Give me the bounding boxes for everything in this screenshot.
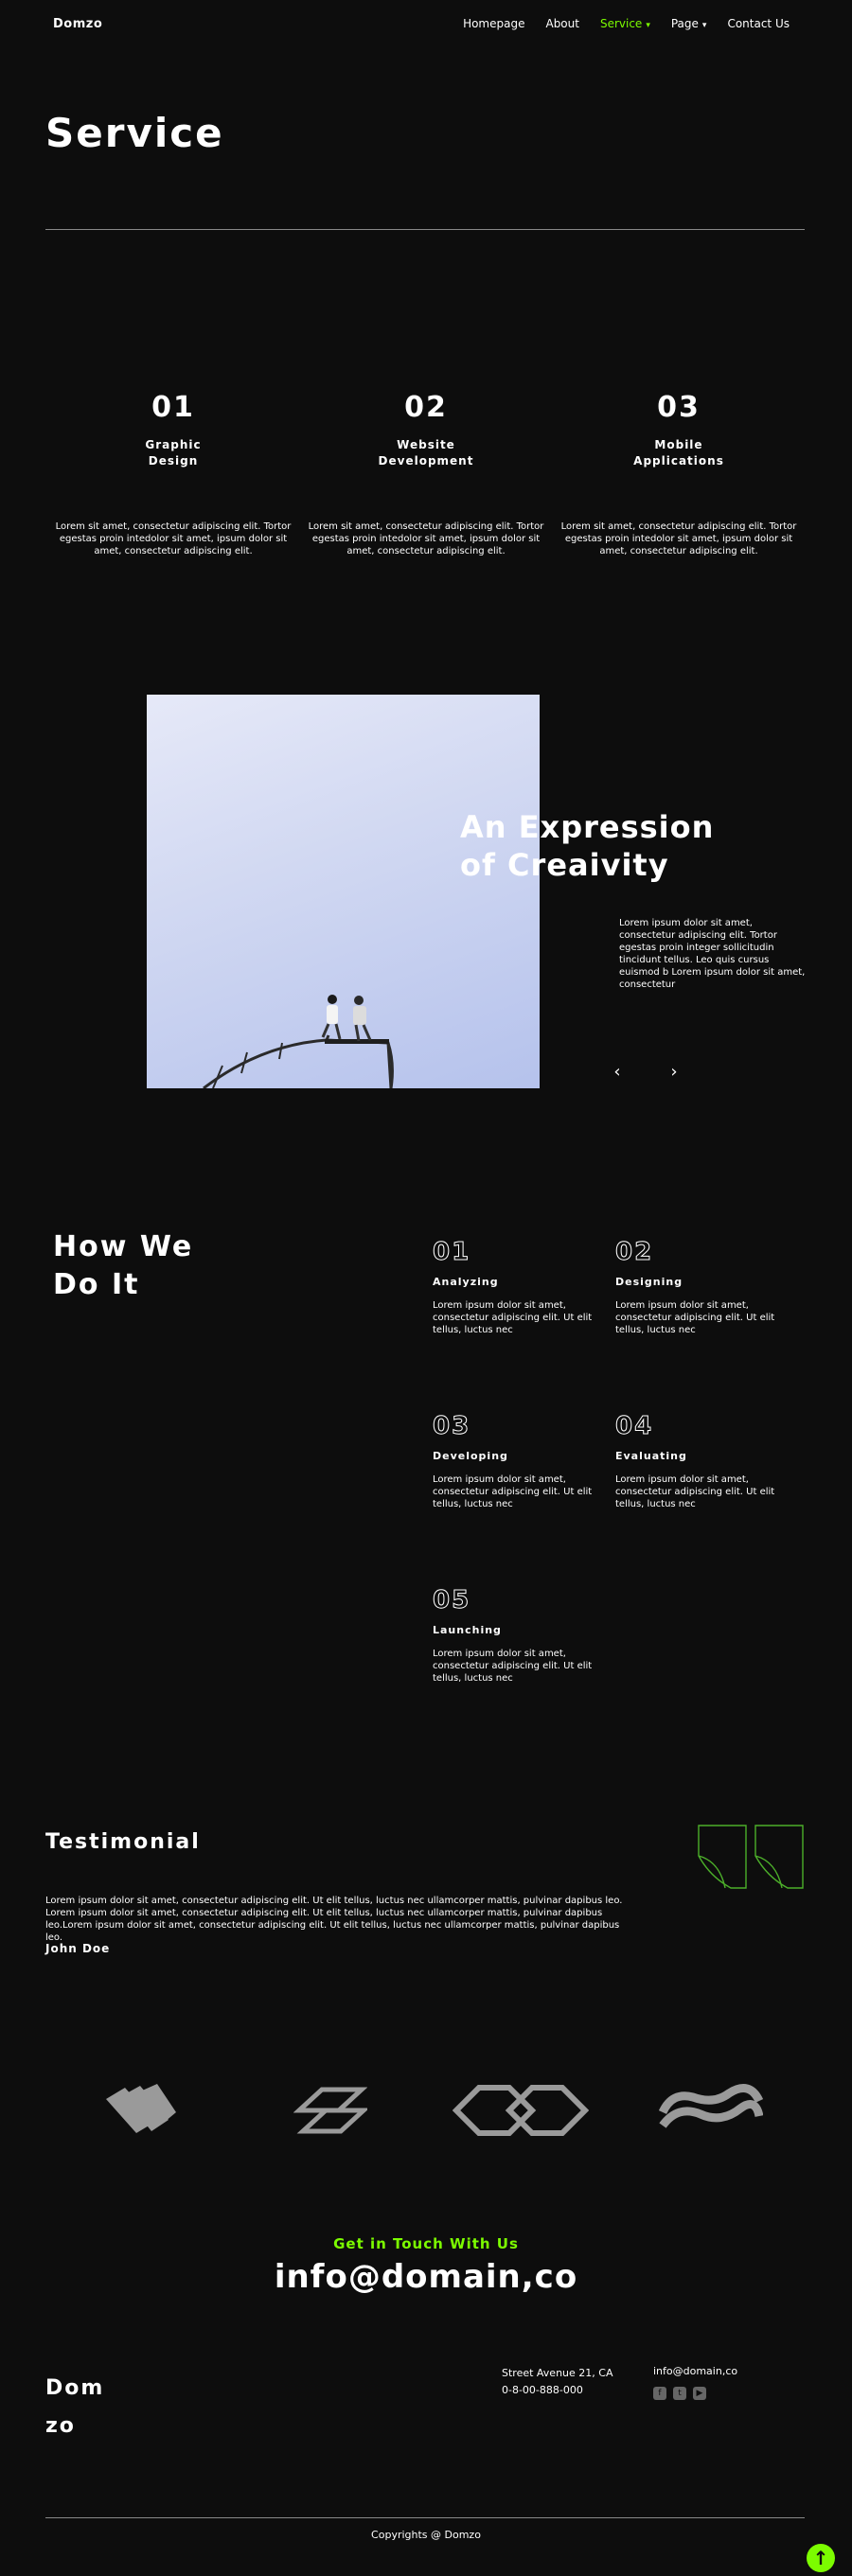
site-logo[interactable]: Domzo [53, 17, 103, 31]
arrow-up-icon: ↑ [812, 2547, 829, 2569]
service-description: Lorem sit amet, consectetur adipiscing elit. Tortor egestas proin intedolor sit amet, ipsum dolor sit amet, consectetur adipiscing elit. [55, 521, 292, 556]
nav-homepage[interactable]: Homepage [463, 17, 525, 30]
step-title: Designing [615, 1276, 683, 1288]
step-number: 04 [615, 1412, 654, 1440]
chevron-left-icon[interactable]: ‹ [613, 1062, 621, 1082]
service-card [55, 391, 292, 557]
chevron-right-icon[interactable]: › [670, 1062, 678, 1082]
service-title-line: Development [378, 454, 474, 468]
partner-logo [659, 2084, 763, 2137]
feature-photo [147, 695, 540, 1088]
testimonial-text: Lorem ipsum dolor sit amet, consectetur adipiscing elit. Ut elit tellus, luctus nec ullamcorper mattis, pulvinar dapibus leo. Lorem ipsum dolor sit amet, consectetur adipiscing elit. Ut elit tellus, luctus nec ullamcorper mattis, pulvinar dapibus leo.Lorem ipsum dolor sit amet, consectetur adipiscing elit. Ut elit tellus, luctus nec ullamcorper mattis, pulvinar dapibus leo. [45, 1896, 623, 1943]
service-card [308, 391, 544, 557]
process-step [433, 1586, 612, 1685]
process-step [433, 1412, 612, 1510]
contact-label: Get in Touch With Us [333, 2235, 519, 2252]
service-number: 03 [657, 391, 701, 424]
address-text: Street Avenue 21, CA [502, 2367, 613, 2379]
footer-logo-line: Dom [45, 2376, 105, 2400]
twitter-icon[interactable]: t [673, 2387, 686, 2400]
feature-title-line: An Expression [460, 809, 715, 845]
back-to-top-button[interactable] [807, 2544, 835, 2572]
footer-email-link[interactable]: info@domain,co [653, 2365, 738, 2377]
main-nav [463, 17, 790, 30]
service-title [308, 437, 544, 469]
divider [45, 2517, 805, 2518]
nav-service-label: Service [599, 17, 643, 30]
process-step [615, 1412, 795, 1510]
people-on-railing-illustration [147, 695, 540, 1088]
step-description: Lorem ipsum dolor sit amet, consectetur adipiscing elit. Ut elit tellus, luctus nec [433, 1474, 593, 1509]
service-description: Lorem sit amet, consectetur adipiscing elit. Tortor egestas proin intedolor sit amet, ipsum dolor sit amet, consectetur adipiscing elit. [560, 521, 797, 556]
page-title: Service [45, 110, 224, 156]
copyright: Copyrights @ Domzo [371, 2529, 481, 2541]
testimonial-title: Testimonial [45, 1830, 201, 1854]
process-step [433, 1238, 612, 1336]
step-number: 02 [615, 1238, 654, 1266]
nav-about[interactable]: About [545, 17, 579, 30]
chevron-down-icon: ▾ [701, 21, 707, 30]
step-title: Launching [433, 1624, 502, 1636]
social-links [653, 2387, 706, 2400]
step-number: 03 [433, 1412, 471, 1440]
step-description: Lorem ipsum dolor sit amet, consectetur adipiscing elit. Ut elit tellus, luctus nec [433, 1649, 593, 1684]
feature-title [460, 808, 714, 884]
footer-logo[interactable] [45, 2370, 104, 2445]
how-title-line: Do It [53, 1268, 140, 1301]
footer-address [502, 2365, 612, 2399]
testimonial-author: John Doe [45, 1942, 111, 1955]
partner-logo [102, 2084, 180, 2137]
nav-page[interactable] [671, 17, 707, 30]
service-title-line: Website [397, 438, 455, 451]
step-description: Lorem ipsum dolor sit amet, consectetur adipiscing elit. Ut elit tellus, luctus nec [615, 1474, 775, 1509]
step-title: Analyzing [433, 1276, 499, 1288]
how-we-do-it-title [53, 1228, 193, 1304]
feature-title-line: of Creaivity [460, 847, 669, 883]
phone-text: 0-8-00-888-000 [502, 2384, 583, 2396]
how-title-line: How We [53, 1230, 194, 1263]
nav-page-label: Page [670, 17, 699, 30]
quote-icon [697, 1824, 807, 1890]
service-title-line: Applications [633, 454, 724, 468]
process-step [615, 1238, 795, 1336]
chevron-down-icon: ▾ [646, 21, 650, 30]
nav-service[interactable] [600, 17, 650, 30]
partner-logo [293, 2086, 367, 2135]
feature-description: Lorem ipsum dolor sit amet, consectetur adipiscing elit. Tortor egestas proin integer sollicitudin tincidunt tellus. Leo quis cursus euismod b Lorem ipsum dolor sit amet, consectetur [619, 918, 806, 990]
service-title-line: Design [148, 454, 199, 468]
youtube-icon[interactable]: ▶ [693, 2387, 706, 2400]
divider [45, 229, 805, 230]
service-title [560, 437, 797, 469]
service-number: 02 [404, 391, 448, 424]
step-description: Lorem ipsum dolor sit amet, consectetur adipiscing elit. Ut elit tellus, luctus nec [615, 1300, 775, 1335]
contact-email-link[interactable]: info@domain,co [274, 2258, 578, 2296]
step-number: 01 [433, 1238, 471, 1266]
footer-logo-line: zo [45, 2414, 76, 2438]
partner-logo [453, 2082, 589, 2139]
step-description: Lorem ipsum dolor sit amet, consectetur adipiscing elit. Ut elit tellus, luctus nec [433, 1300, 593, 1335]
facebook-icon[interactable]: f [653, 2387, 666, 2400]
service-title [55, 437, 292, 469]
nav-contact-us[interactable]: Contact Us [727, 17, 790, 30]
service-title-line: Graphic [145, 438, 202, 451]
service-description: Lorem sit amet, consectetur adipiscing elit. Tortor egestas proin intedolor sit amet, ipsum dolor sit amet, consectetur adipiscing elit. [308, 521, 544, 556]
step-title: Evaluating [615, 1450, 687, 1462]
step-title: Developing [433, 1450, 508, 1462]
service-title-line: Mobile [654, 438, 703, 451]
service-number: 01 [151, 391, 195, 424]
service-card [560, 391, 797, 557]
step-number: 05 [433, 1586, 471, 1614]
